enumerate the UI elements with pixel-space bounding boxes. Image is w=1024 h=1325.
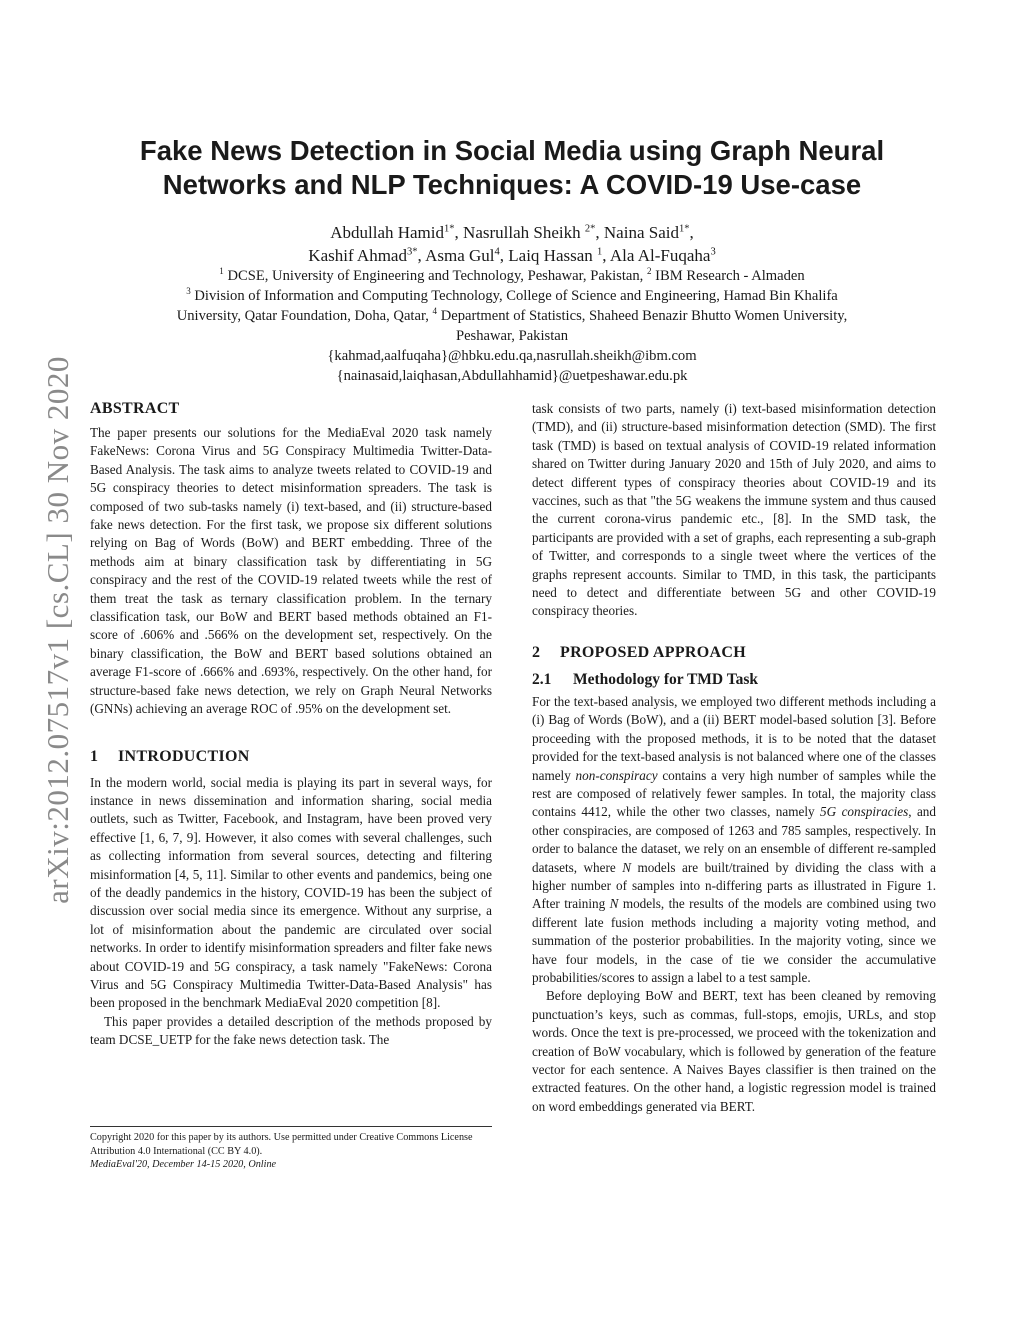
left-column [90,398,492,1050]
affiliation-text: DCSE, University of Engineering and Technology, Peshawar, Pakistan, [223,268,647,284]
author-affiliation-mark: 2* [584,223,596,235]
abstract-heading: ABSTRACT [90,400,180,417]
text-run: For the text-based analysis, we employed two different methods including a (i) Bag of Words (BoW), and a (ii) BERT model-based solution [3]. Before proceeding with the proposed methods, it is to be noted that the dataset provided for the text-based analysis is not balanced where one of the classes namely [532,693,936,783]
math-variable: N [622,859,631,875]
author-list [100,221,924,267]
affiliation-line-1 [100,266,924,286]
author-affiliation-mark: 3* [406,246,418,258]
affiliation-line-4: Peshawar, Pakistan [455,328,569,344]
author-name: , Naina Said [595,223,679,242]
affiliation-line-2 [100,286,924,306]
conference-text: MediaEval'20, December 14-15 2020, Online [90,1159,277,1170]
copyright-text: Copyright 2020 for this paper by its authors. Use permitted under Creative Commons License Attribution 4.0 International (CC BY 4.0). [90,1132,473,1157]
affiliation-text: IBM Research - Almaden [651,268,805,284]
author-name: Kashif Ahmad [308,246,407,265]
introduction-paragraph-1: In the modern world, social media is playing its part in several ways, for instance in news dissemination and information sharing, social media outlets, such as Twitter, Facebook, and Instagram, have been proved very effective [1, 6, 7, 9]. However, it also comes with several challenges, such as collecting information from several sources, detecting and filtering misinformation [4, 5, 11]. Similar to other events and pandemics, being one of the deadly pandemics in the history, COVID-19 has been the subject of discussion over social media since its emergence. Without any surprise, a lot of misinformation about the pandemic are circulated over social networks. In order to identify misinformation spreaders and filter fake news about COVID-19 and 5G conspiracy, a task namely "FakeNews: Corona Virus and 5G Conspiracy Multimedia Twitter-Data-Based Analysis" has been proposed in the benchmark MediaEval 2020 competition [8]. [90,774,492,1011]
introduction-continued-paragraph: task consists of two parts, namely (i) text-based misinformation detection (TMD), and (ii) structure-based misinformation detection (SMD). The first task (TMD) is based on textual analysis of COVID-19 related information shared on Twitter during January 2020 and 15th of July 2020, and aims to detect different types of conspiracy theories about COVID-19 and its vaccines, such as that "the 5G weakens the immune system and thus caused the current corona-virus pandemic etc., [8]. In the SMD task, the participants are provided with a set of graphs, each representing a sub-graph of Twitter, and corresponds to a single tweet where the vertices of the graphs represent accounts. Similar to TMD, in this task, the participants need to detect and differentiate between 5G and other COVID-19 conspiracy theories. [532,401,936,619]
text-run: contains a very high number of samples while the rest are composed of relatively fewer samples. In total, the majority class contains 4412, while the other two classes, namely [532,767,936,820]
author-line-2 [100,244,924,267]
arxiv-identifier-stamp: arXiv:2012.07517v1 [cs.CL] 30 Nov 2020 [40,356,75,904]
author-affiliation-mark: 1* [678,223,690,235]
affiliation-text: Department of Statistics, Shaheed Benazir Bhutto Women University, [437,308,848,324]
author-name: Abdullah Hamid [330,223,445,242]
subsection-title: Methodology for TMD Task [573,670,759,688]
author-name: , Nasrullah Sheikh [454,223,585,242]
author-affiliation-mark: 1 [597,246,603,258]
author-name: , Ala Al-Fuqaha [602,246,711,265]
author-separator: , [689,223,694,242]
email-line-2[interactable]: {nainasaid,laiqhasan,Abdullahhamid}@uetpeshawar.edu.pk [336,368,688,384]
section-1-heading [90,746,492,768]
affiliation-mark: 4 [432,306,438,317]
affiliation-text: Division of Information and Computing Technology, College of Science and Engineering, Hamad Bin Khalifa [190,288,838,304]
methodology-paragraph-1 [532,693,936,988]
section-number: 2 [532,643,541,661]
text-run: , and other conspiracies, are composed of 1263 and 785 samples, respectively. In order to balance the dataset, we rely on an ensemble of different re-sampled datasets, where [532,804,936,875]
emphasis-class-name: non-conspiracy [575,767,658,783]
math-variable: N [609,896,619,912]
footnote-rule [90,1126,492,1127]
affiliation-mark: 1 [219,266,224,277]
title-line-2: Networks and NLP Techniques: A COVID-19 Use-case [162,169,862,200]
affiliation-text: University, Qatar Foundation, Doha, Qatar, [176,308,433,324]
text-run: models are built/trained by dividing the class with a higher number of samples into n-differing parts as illustrated in Figure 1. After training [532,859,936,912]
paper-title [100,134,924,202]
section-2-heading [532,642,936,664]
title-line-1: Fake News Detection in Social Media using Graph Neural [139,135,885,166]
affiliations-block [100,266,924,386]
author-affiliation-mark: 3 [710,246,716,258]
right-column [532,400,936,1116]
affiliation-mark: 2 [646,266,652,277]
author-line-1 [100,221,924,244]
emphasis-class-name: 5G conspiracies [820,804,909,820]
author-affiliation-mark: 4 [494,246,500,258]
text-run: models, the results of the models are combined using two different late fusion methods including a majority voting method, and summation of the posterior probabilities. In the majority voting, since we have four models, in the case of tie we consider the accumulative probabilities/scores to assign a label to a test sample. [532,896,936,985]
subsection-number: 2.1 [532,670,552,688]
affiliation-mark: 3 [186,286,191,297]
section-title: PROPOSED APPROACH [560,643,746,661]
introduction-paragraph-2: This paper provides a detailed description of the methods proposed by team DCSE_UETP for the fake news detection task. The [90,1013,492,1048]
copyright-footnote [90,1126,492,1172]
methodology-paragraph-2: Before deploying BoW and BERT, text has been cleaned by removing punctuation’s keys, such as commas, full-stops, emojis, URLs, and stop words. Once the text is pre-processed, we proceed with the tokenization and creation of BoW vocabulary, which is followed by generation of the feature vector for each sentence. A Naives Bayes classifier is then trained on the extracted features. On the other hand, a logistic regression model is trained on word embeddings generated via BERT. [532,988,936,1114]
author-name: , Asma Gul [417,246,495,265]
section-number: 1 [90,747,99,765]
affiliation-line-3 [100,306,924,326]
author-name: , Laiq Hassan [499,246,598,265]
email-line-1[interactable]: {kahmad,aalfuqaha}@hbku.edu.qa,nasrullah.sheikh@ibm.com [327,348,697,364]
section-title: INTRODUCTION [118,747,250,765]
subsection-2-1-heading [532,669,936,691]
abstract-text: The paper presents our solutions for the MediaEval 2020 task namely FakeNews: Corona Virus and 5G Conspiracy Multimedia Twitter-Data-Based Analysis. The task aims to analyze tweets related to COVID-19 and 5G conspiracy theories to detect misinformation spreaders. The task is composed of two sub-tasks namely (i) text-based, and (ii) structure-based fake news detection. For the first task, we propose six different solutions relying on Bag of Words (BoW) and BERT embedding. Three of the methods aim at binary classification task by differentiating in 5G conspiracy and the rest of the COVID-19 related tweets while the rest of them treat the task as ternary classification problem. In the ternary classification task, our BoW and BERT based methods obtained an F1-score of .606% and .566% on the development set, respectively. On the binary classification, the BoW and BERT based solutions obtained an average F1-score of .666% and .693%, respectively. On the other hand, for structure-based fake news detection, we rely on Graph Neural Networks (GNNs) achieving an average ROC of .95% on the development set. [90,425,492,717]
author-affiliation-mark: 1* [444,223,455,235]
